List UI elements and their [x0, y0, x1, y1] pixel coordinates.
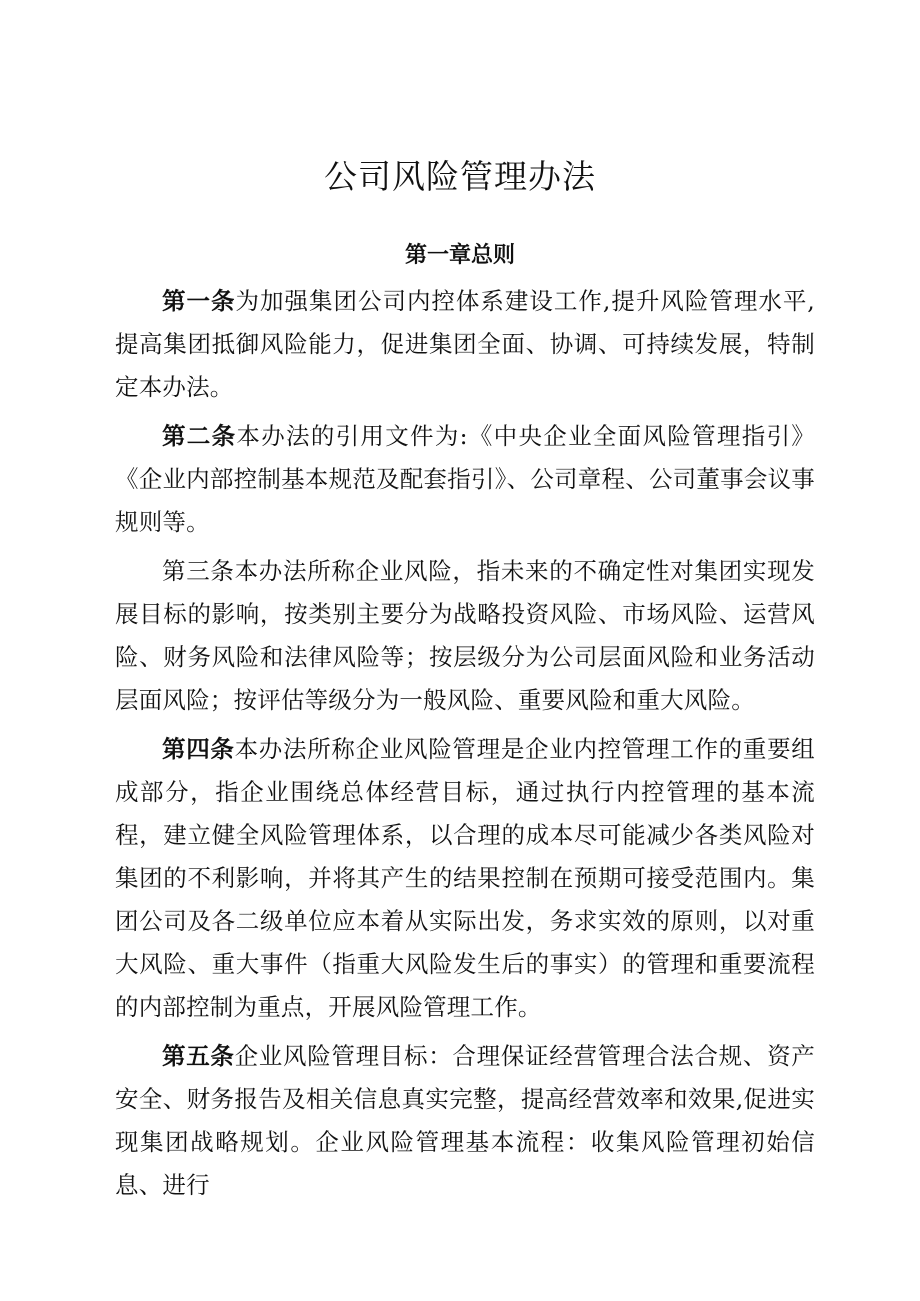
article-4 — [115, 728, 815, 1029]
article-5-text: 企业风险管理目标：合理保证经营管理合法合规、资产安全、财务报告及相关信息真实完整，提高经营效率和效果,促进实现集团战略规划。企业风险管理基本流程：收集风险管理初始信息、进行 — [115, 1042, 815, 1199]
chapter-heading: 第一章总则 — [404, 243, 515, 268]
article-3 — [115, 550, 815, 722]
article-5 — [115, 1035, 815, 1207]
document-body — [115, 280, 815, 1213]
article-1 — [115, 280, 815, 409]
article-5-number: 第五条 — [162, 1042, 235, 1070]
article-3-number: 第三条 — [162, 557, 235, 585]
article-1-number: 第一条 — [162, 287, 236, 315]
article-2-number: 第二条 — [162, 422, 237, 450]
article-4-text: 本办法所称企业风险管理是企业内控管理工作的重要组成部分，指企业围绕总体经营目标，通过执行内控管理的基本流程，建立健全风险管理体系，以合理的成本尽可能减少各类风险对集团的不利影响，并将其产生的结果控制在预期可接受范围内。集团公司及各二级单位应本着从实际出发，务求实效的原则，以对重大风险、重大事件（指重大风险发生后的事实）的管理和重要流程的内部控制为重点，开展风险管理工作。 — [115, 735, 815, 1021]
article-2-text: 本办法的引用文件为:《中央企业全面风险管理指引》《企业内部控制基本规范及配套指引》、公司章程、公司董事会议事规则等。 — [115, 422, 816, 536]
article-2 — [115, 415, 815, 544]
document-title: 公司风险管理办法 — [324, 157, 596, 196]
article-1-text: 为加强集团公司内控体系建设工作,提升风险管理水平,提高集团抵御风险能力，促进集团全面、协调、可持续发展，特制定本办法。 — [115, 287, 815, 401]
article-3-text: 本办法所称企业风险，指未来的不确定性对集团实现发展目标的影响，按类别主要分为战略投资风险、市场风险、运营风险、财务风险和法律风险等；按层级分为公司层面风险和业务活动层面风险；按评估等级分为一般风险、重要风险和重大风险。 — [115, 557, 815, 714]
article-4-number: 第四条 — [162, 735, 235, 763]
